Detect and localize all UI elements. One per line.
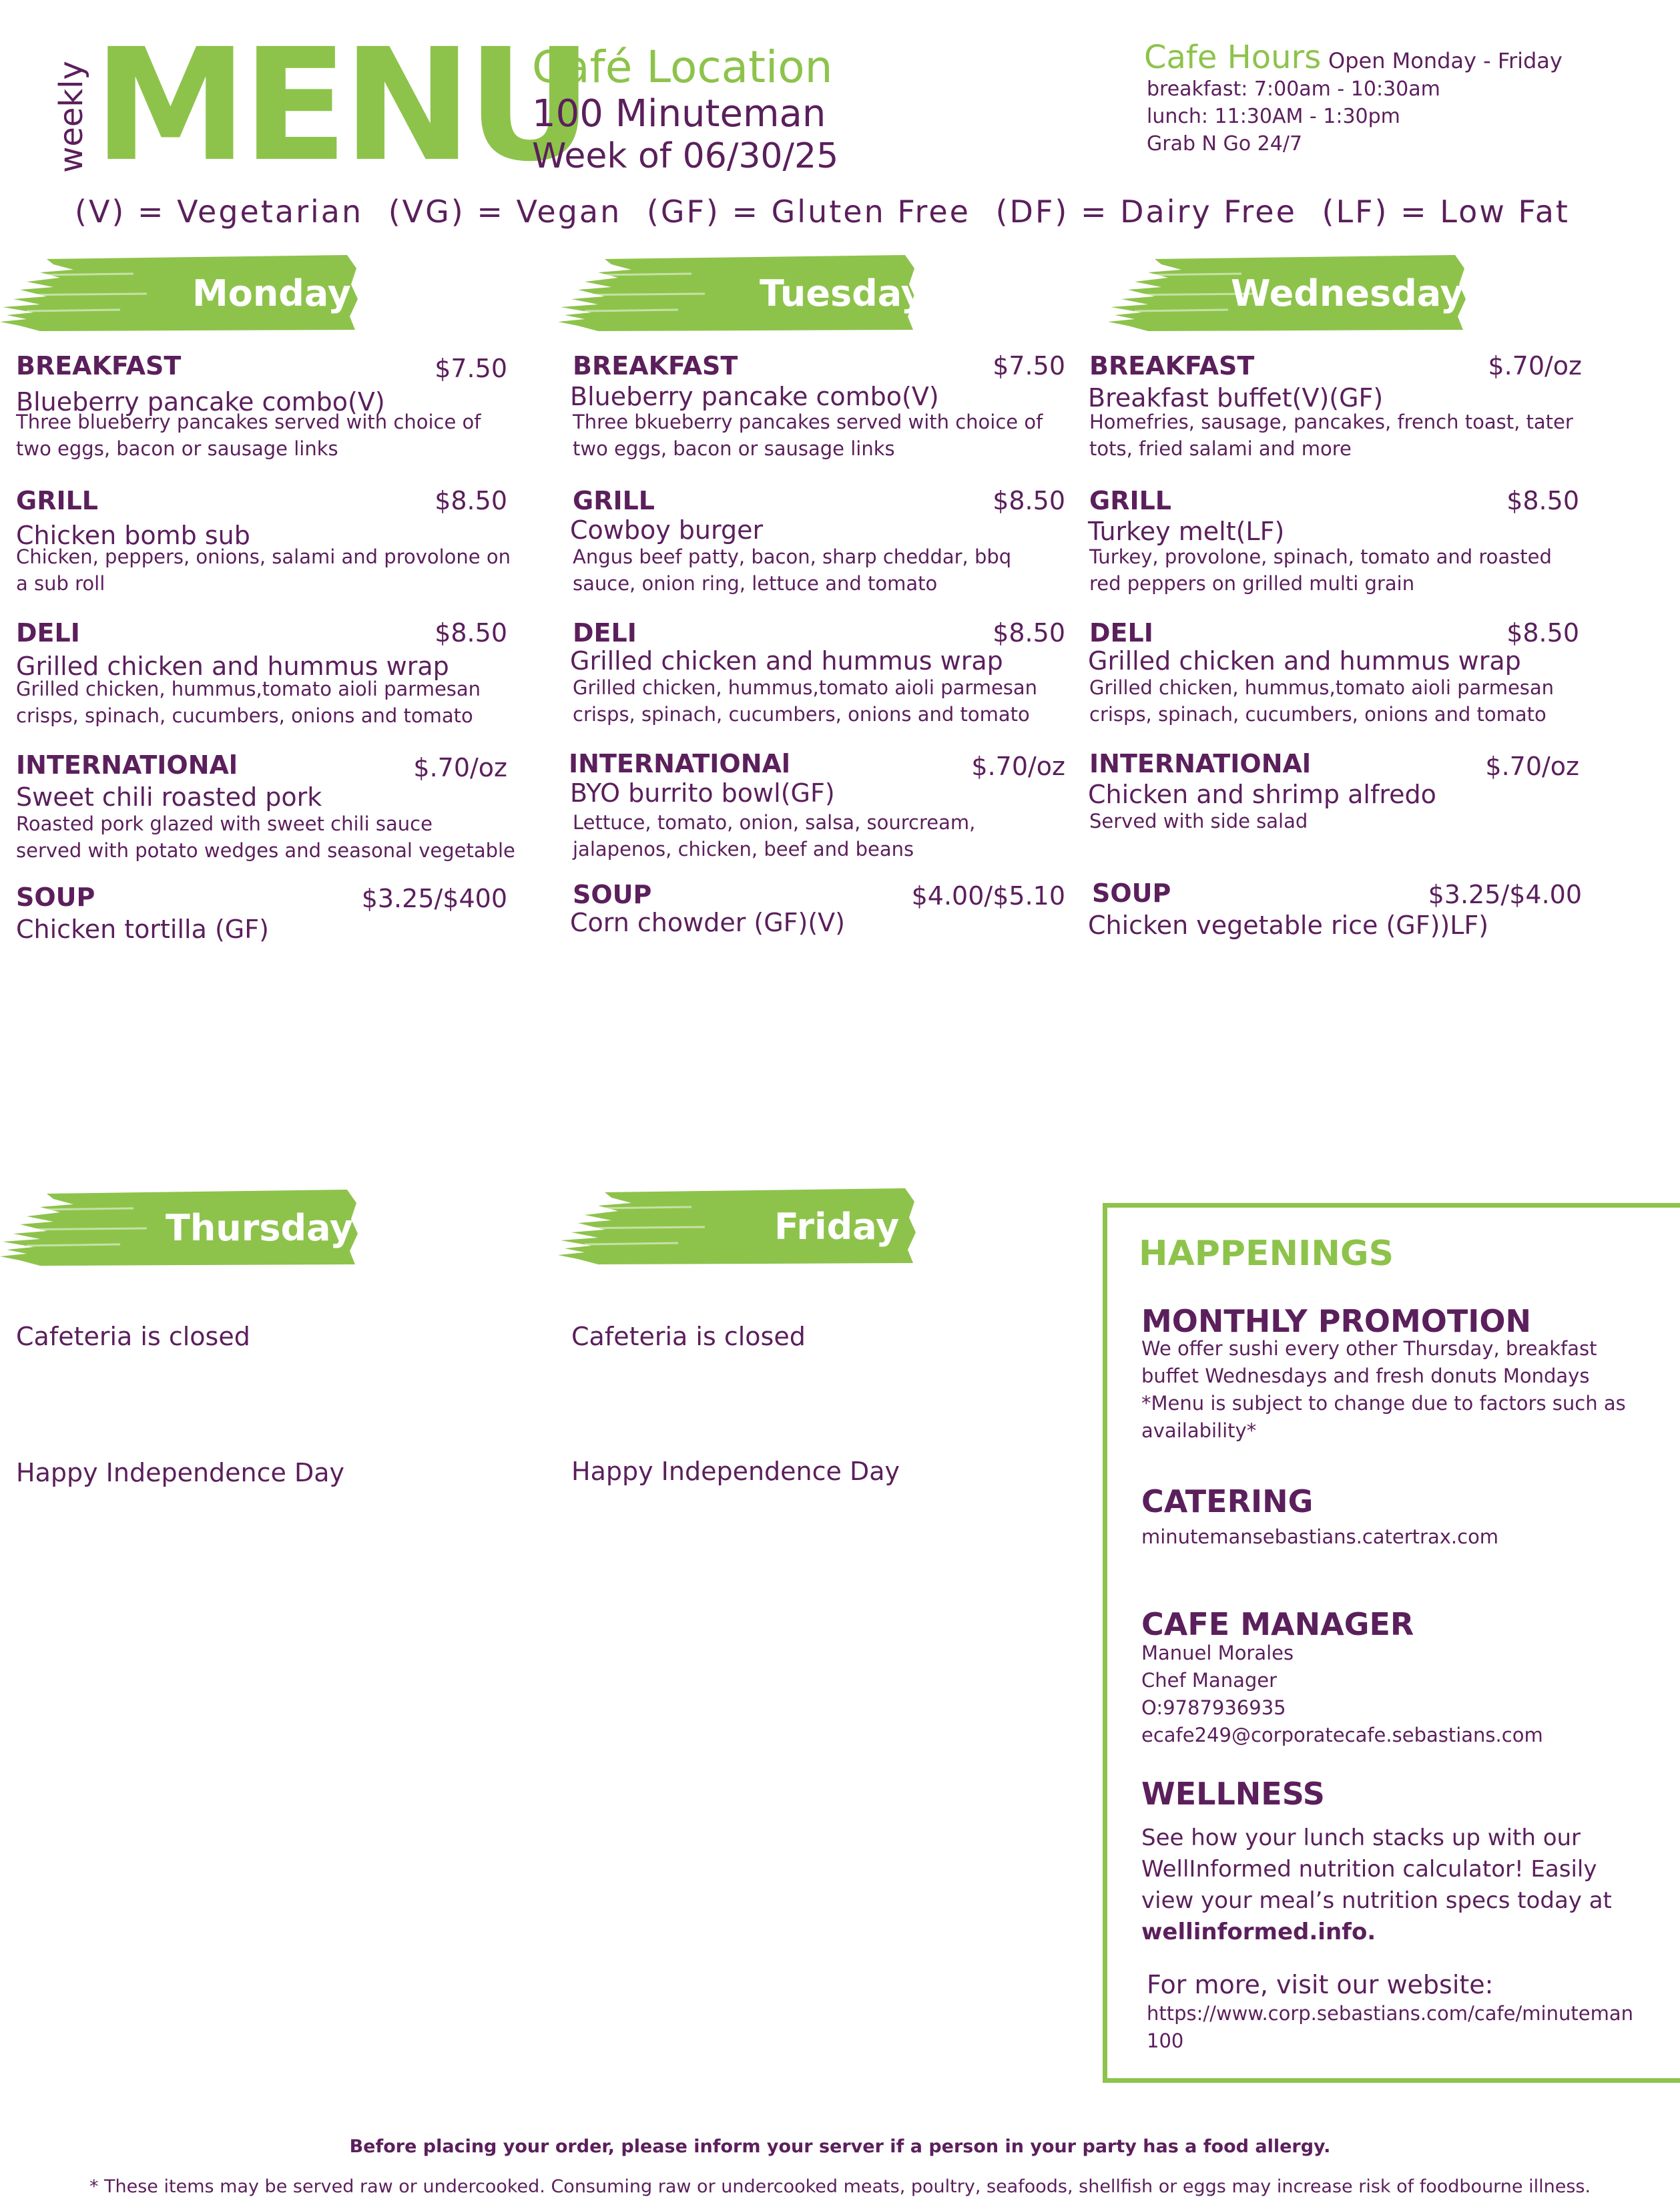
manager-phone: O:9787936935 [1141,1696,1286,1719]
cafe-manager-title: CAFE MANAGER [1141,1606,1414,1642]
wednesday-deli-desc-2: crisps, spinach, cucumbers, onions and tomato [1089,703,1547,726]
website-link-cont[interactable]: 100 [1147,2029,1184,2052]
monday-grill-price: $8.50 [435,486,507,515]
banner-thursday [0,1190,360,1270]
cafe-hours-open: Open Monday - Friday [1328,48,1563,73]
cafe-location: Café Location [532,41,833,93]
promo-line-3: *Menu is subject to change due to factors such as [1141,1392,1626,1415]
manager-email[interactable]: ecafe249@corporatecafe.sebastians.com [1141,1724,1543,1746]
monday-deli-desc-1: Grilled chicken, hummus,tomato aioli parmesan [16,678,481,700]
monday-deli-dish: Grilled chicken and hummus wrap [16,652,449,681]
tuesday-deli-dish: Grilled chicken and hummus wrap [570,646,1003,676]
day-label-tuesday: Tuesday [760,272,924,314]
allergy-notice: Before placing your order, please inform your server if a person in your party has a food allergy. [349,2136,1331,2157]
day-label-friday: Friday [774,1206,900,1248]
happenings-title: HAPPENINGS [1139,1234,1394,1274]
wednesday-international-price: $.70/oz [1485,752,1579,781]
wednesday-soup-dish: Chicken vegetable rice (GF))LF) [1088,911,1489,940]
monday-grill-desc-1: Chicken, peppers, onions, salami and provolone on [16,545,511,568]
wellness-line-1: See how your lunch stacks up with our [1141,1824,1581,1851]
tuesday-grill-desc-2: sauce, onion ring, lettuce and tomato [573,572,938,595]
banner-wednesday [1108,255,1468,335]
day-label-thursday: Thursday [166,1207,354,1249]
monday-grill-category: GRILL [16,486,99,515]
day-label-monday: Monday [192,272,351,314]
wednesday-grill-desc-2: red peppers on grilled multi grain [1089,572,1415,595]
tuesday-breakfast-price: $7.50 [993,351,1065,381]
thursday-holiday: Happy Independence Day [16,1458,345,1487]
promo-line-4: availability* [1141,1419,1257,1442]
tuesday-grill-dish: Cowboy burger [570,515,764,545]
thursday-closed: Cafeteria is closed [16,1322,250,1351]
manager-role: Chef Manager [1141,1669,1278,1692]
day-label-wednesday: Wednesday [1231,272,1464,314]
wellness-link[interactable]: wellinformed.info. [1141,1919,1376,1945]
wednesday-soup-price: $3.25/$4.00 [1428,880,1582,909]
tuesday-soup-category: SOUP [573,880,652,909]
wednesday-international-category: INTERNATIONAl [1089,749,1311,778]
tuesday-grill-price: $8.50 [993,486,1065,515]
wednesday-breakfast-desc-1: Homefries, sausage, pancakes, french toast, tater [1089,411,1573,433]
monday-soup-category: SOUP [16,883,95,912]
wednesday-deli-category: DELI [1089,618,1153,648]
monthly-promotion-title: MONTHLY PROMOTION [1141,1303,1531,1339]
hours-lunch: lunch: 11:30AM - 1:30pm [1147,105,1400,128]
monday-soup-dish: Chicken tortilla (GF) [16,915,269,944]
more-info-title: For more, visit our website: [1147,1970,1494,1999]
legend-low-fat: (LF) = Low Fat [1322,194,1570,230]
tuesday-deli-desc-1: Grilled chicken, hummus,tomato aioli parmesan [573,676,1038,699]
wednesday-grill-category: GRILL [1089,486,1172,515]
cafe-address: 100 Minuteman [532,92,826,136]
monday-deli-price: $8.50 [435,618,507,648]
cafe-hours-title: Cafe Hours [1144,39,1322,76]
tuesday-soup-price: $4.00/$5.10 [911,881,1065,911]
tuesday-soup-dish: Corn chowder (GF)(V) [570,908,846,937]
monday-international-desc-2: served with potato wedges and seasonal vegetable [16,839,515,862]
wednesday-breakfast-category: BREAKFAST [1089,351,1255,381]
promo-line-1: We offer sushi every other Thursday, breakfast [1141,1337,1597,1360]
monday-international-desc-1: Roasted pork glazed with sweet chili sauce [16,812,433,835]
tuesday-international-category: INTERNATIONAl [569,749,790,778]
monday-breakfast-desc-2: two eggs, bacon or sausage links [16,437,338,460]
monday-grill-desc-2: a sub roll [16,572,105,595]
menu-title: MENU [93,15,587,196]
week-of: Week of 06/30/25 [532,136,839,176]
wednesday-breakfast-dish: Breakfast buffet(V)(GF) [1088,383,1384,413]
wednesday-grill-price: $8.50 [1506,486,1579,515]
wednesday-international-desc-1: Served with side salad [1089,810,1308,832]
tuesday-breakfast-desc-1: Three bkueberry pancakes served with choice of [573,411,1043,433]
monday-breakfast-desc-1: Three blueberry pancakes served with choice of [16,411,481,433]
wednesday-deli-dish: Grilled chicken and hummus wrap [1088,646,1521,676]
tuesday-international-price: $.70/oz [971,752,1065,781]
monday-breakfast-price: $7.50 [435,354,507,383]
monday-grill-dish: Chicken bomb sub [16,521,250,550]
legend-gluten-free: (GF) = Gluten Free [646,194,970,230]
manager-name: Manuel Morales [1141,1642,1294,1664]
hours-breakfast: breakfast: 7:00am - 10:30am [1147,77,1440,101]
tuesday-grill-desc-1: Angus beef patty, bacon, sharp cheddar, bbq [573,545,1012,568]
tuesday-breakfast-category: BREAKFAST [573,351,738,381]
banner-friday [558,1188,918,1268]
raw-food-notice: * These items may be served raw or undercooked. Consuming raw or undercooked meats, poultry, seafoods, shellfish or eggs may increase risk of foodbourne illness. [89,2176,1591,2197]
promo-line-2: buffet Wednesdays and fresh donuts Mondays [1141,1365,1590,1387]
wednesday-international-dish: Chicken and shrimp alfredo [1088,780,1436,809]
monday-international-price: $.70/oz [413,753,507,782]
tuesday-international-desc-1: Lettuce, tomato, onion, salsa, sourcream, [573,811,976,834]
monday-soup-price: $3.25/$400 [361,884,507,913]
friday-closed: Cafeteria is closed [571,1322,806,1351]
monday-breakfast-category: BREAKFAST [16,351,182,381]
legend-vegetarian: (V) = Vegetarian [75,194,364,230]
tuesday-grill-category: GRILL [573,486,655,515]
tuesday-deli-category: DELI [573,618,637,648]
legend-dairy-free: (DF) = Dairy Free [995,194,1297,230]
catering-title: CATERING [1141,1483,1314,1519]
legend-vegan: (VG) = Vegan [388,194,622,230]
tuesday-international-dish: BYO burrito bowl(GF) [570,778,835,808]
friday-holiday: Happy Independence Day [571,1457,900,1486]
monday-deli-desc-2: crisps, spinach, cucumbers, onions and tomato [16,704,473,727]
wednesday-grill-desc-1: Turkey, provolone, spinach, tomato and roasted [1089,545,1552,568]
tuesday-deli-price: $8.50 [993,618,1065,648]
banner-tuesday [558,255,924,335]
wednesday-grill-dish: Turkey melt(LF) [1088,517,1285,546]
website-link[interactable]: https://www.corp.sebastians.com/cafe/minuteman [1147,2002,1633,2025]
wednesday-breakfast-desc-2: tots, fried salami and more [1089,437,1352,460]
wednesday-deli-price: $8.50 [1506,618,1579,648]
hours-grab-n-go: Grab N Go 24/7 [1147,132,1303,156]
weekly-label: weekly [53,61,90,173]
wednesday-breakfast-price: $.70/oz [1488,351,1582,381]
catering-link[interactable]: minutemansebastians.catertrax.com [1141,1525,1499,1548]
wellness-line-2: WellInformed nutrition calculator! Easily [1141,1856,1597,1883]
wellness-line-3: view your meal’s nutrition specs today at [1141,1887,1612,1914]
tuesday-breakfast-dish: Blueberry pancake combo(V) [570,382,939,411]
diet-legend [75,194,1570,230]
monday-breakfast-dish: Blueberry pancake combo(V) [16,387,385,417]
wednesday-soup-category: SOUP [1092,879,1171,908]
monday-international-category: INTERNATIONAl [16,750,238,780]
banner-monday [0,255,360,335]
monday-deli-category: DELI [16,618,80,648]
wednesday-deli-desc-1: Grilled chicken, hummus,tomato aioli parmesan [1089,676,1555,699]
wellness-title: WELLNESS [1141,1776,1325,1812]
monday-international-dish: Sweet chili roasted pork [16,782,322,812]
tuesday-deli-desc-2: crisps, spinach, cucumbers, onions and tomato [573,703,1030,726]
tuesday-breakfast-desc-2: two eggs, bacon or sausage links [573,437,895,460]
tuesday-international-desc-2: jalapenos, chicken, beef and beans [573,838,914,861]
